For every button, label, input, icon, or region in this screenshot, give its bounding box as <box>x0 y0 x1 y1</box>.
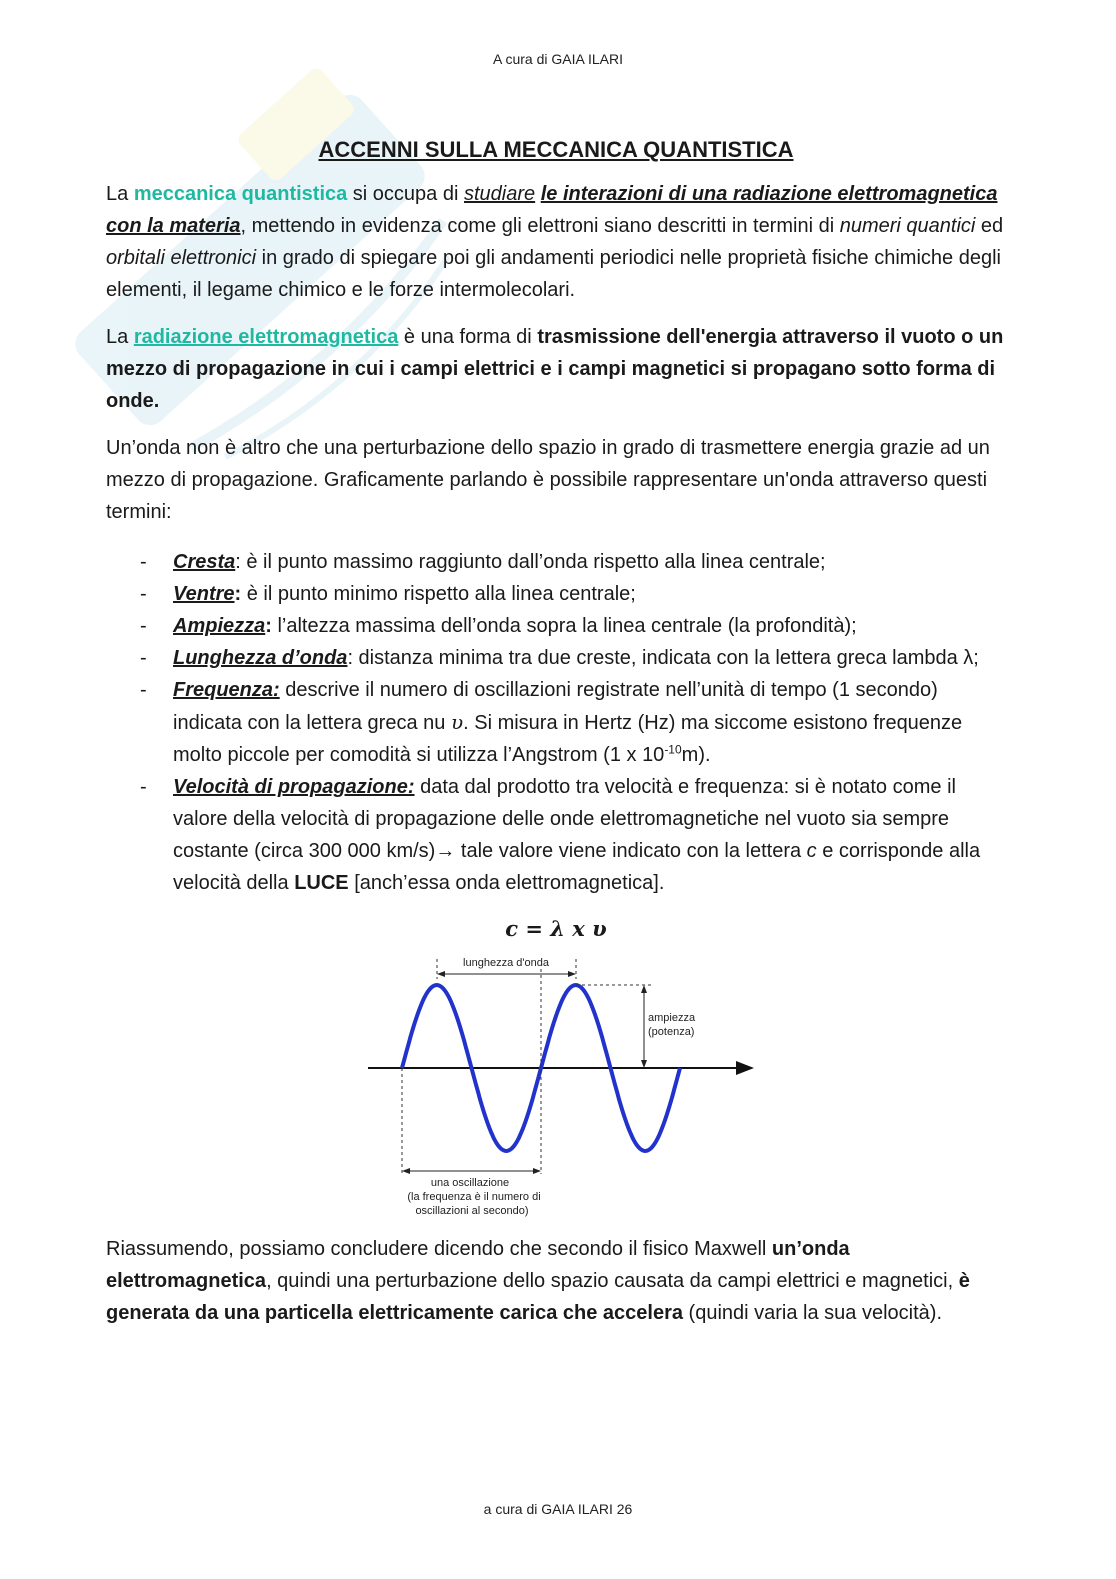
page-title: ACCENNI SULLA MECCANICA QUANTISTICA <box>318 137 794 162</box>
page-footer: a cura di GAIA ILARI 26 <box>483 1501 633 1517</box>
label-ampiezza: ampiezza <box>648 1012 696 1024</box>
term-meccanica-quantistica: meccanica quantistica <box>133 183 348 205</box>
label-frequenza-note: (la frequenza è il numero di <box>407 1191 541 1203</box>
amplitude-arrow-bottom-head <box>641 1060 647 1068</box>
label-una-oscillazione: una oscillazione <box>430 1177 510 1189</box>
page-header: A cura di GAIA ILARI <box>493 51 623 67</box>
summary-paragraph: Riassumendo, possiamo concludere dicendo che secondo il fisico Maxwell un’onda elettromagnetica, quindi una perturbazione dello spazio causata da campi elettrici e magnetici, è generata da una particella elettricamente carica che accelera (quindi varia la sua velocità). <box>106 1238 970 1324</box>
label-potenza: (potenza) <box>648 1026 695 1038</box>
oscillation-arrow-right-head <box>533 1168 541 1174</box>
arrow-icon: → <box>435 840 456 862</box>
label-oscillazioni-secondo: oscillazioni al secondo) <box>415 1205 529 1217</box>
axis-arrowhead <box>736 1061 754 1075</box>
wave-terms-list <box>106 546 1006 899</box>
list-item-frequenza: - Frequenza: descrive il numero di oscillazioni registrate nell’unità di tempo (1 secondo) indicata con la lettera greca nu υ. Si misura in Hertz (Hz) ma siccome esistono frequenze molto piccole per comodità si utilizza l’Angstrom (1 x $10^{-10}m$). <box>140 679 963 766</box>
label-lunghezza-onda: lunghezza d'onda <box>463 957 549 969</box>
list-item-lunghezza: - Lunghezza d’onda: distanza minima tra due creste, indicata con la lettera greca lambda λ; <box>140 647 979 669</box>
wavelength-arrow-left-head <box>437 971 445 977</box>
term-radiazione-elettromagnetica: radiazione elettromagnetica <box>133 326 399 348</box>
list-item-velocita: - Velocità di propagazione: data dal prodotto tra velocità e frequenza: si è notato come il valore della velocità di propagazione delle onde elettromagnetiche nel vuoto sia sempre costante (circa 300 000 km/s)→ tale valore viene indicato con la lettera c e corrisponde alla velocità della LUCE [anch’essa onda elettromagnetica]. <box>140 776 981 894</box>
list-item-ventre: - Ventre: è il punto minimo rispetto alla linea centrale; <box>140 583 636 605</box>
oscillation-arrow-left-head <box>402 1168 410 1174</box>
formula: c = λ x υ <box>505 916 607 941</box>
list-item-ampiezza: - Ampiezza: l’altezza massima dell’onda sopra la linea centrale (la profondità); <box>140 615 857 637</box>
radiation-paragraph: La radiazione elettromagnetica è una forma di trasmissione dell'energia attraverso il vuoto o un mezzo di propagazione in cui i campi elettrici e i campi magnetici si propagano sotto forma di onde. <box>106 326 1004 412</box>
intro-paragraph: La meccanica quantistica si occupa di studiare le interazioni di una radiazione elettromagnetica con la materia, mettendo in evidenza come gli elettroni siano descritti in termini di numeri quantici ed orbitali elettronici in grado di spiegare poi gli andamenti periodici nelle proprietà fisiche chimiche degli elementi, il legame chimico e le forze intermolecolari. <box>106 183 1004 301</box>
document-body <box>106 134 1006 1344</box>
list-item-cresta: - Cresta: è il punto massimo raggiunto dall’onda rispetto alla linea centrale; <box>140 551 826 573</box>
amplitude-arrow-top-head <box>641 985 647 993</box>
wave-paragraph: Un’onda non è altro che una perturbazione dello spazio in grado di trasmettere energia grazie ad un mezzo di propagazione. Graficamente parlando è possibile rappresentare un'onda attraverso questi termini: <box>106 437 990 523</box>
wavelength-arrow-right-head <box>568 971 576 977</box>
wave-diagram <box>364 949 764 1219</box>
